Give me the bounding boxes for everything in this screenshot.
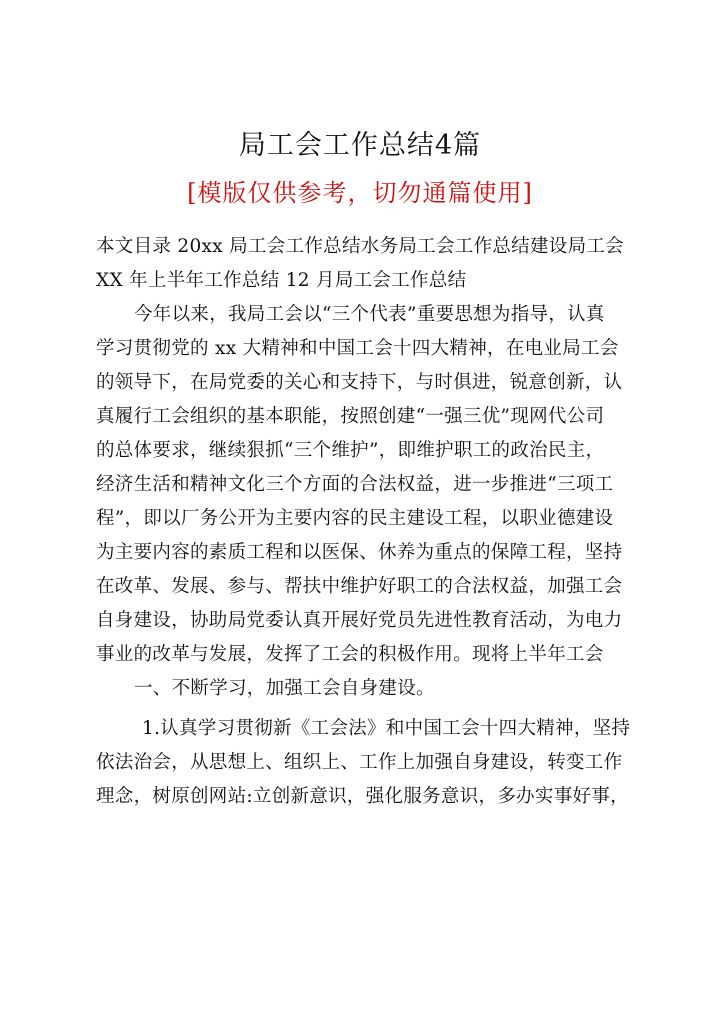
paragraph-line: 自身建设，协助局党委认真开展好党员先进性教育活动，为电力: [96, 610, 623, 631]
paragraph-line: 学习贯彻党的 xx 大精神和中国工会十四大精神，在电业局工会: [96, 338, 619, 359]
document-body: [96, 230, 636, 814]
paragraph-line: 事业的改革与发展，发挥了工会的积极作用。现将上半年工会: [96, 644, 604, 665]
paragraph-line: 的领导下，在局党委的关心和支持下，与时俱进，锐意创新，认: [96, 372, 623, 393]
template-notice: [模版仅供参考，切勿通篇使用]: [187, 179, 533, 207]
table-of-contents-line: 本文目录 20xx 局工会工作总结水务局工会工作总结建设局工会: [96, 236, 624, 257]
paragraph-line: 1.认真学习贯彻新《工会法》和中国工会十四大精神，坚持: [142, 718, 631, 739]
paragraph-line: 为主要内容的素质工程和以医保、休养为重点的保障工程，坚持: [96, 542, 623, 563]
paragraph-line: 真履行工会组织的基本职能，按照创建“一强三优”现网代公司: [96, 406, 605, 427]
document-title: 局工会工作总结4篇: [238, 130, 482, 161]
paragraph-line: 程”，即以厂务公开为主要内容的民主建设工程，以职业德建设: [96, 508, 614, 529]
paragraph-line: 依法治会，从思想上、组织上、工作上加强自身建设，转变工作: [96, 752, 623, 773]
paragraph-line: 今年以来，我局工会以“三个代表”重要思想为指导，认真: [134, 304, 605, 325]
paragraph-line: 在改革、发展、参与、帮扶中维护好职工的合法权益，加强工会: [96, 576, 623, 597]
section-heading: 一、不断学习，加强工会自身建设。: [134, 678, 435, 699]
paragraph-line: 理念，树原创网站:立创新意识，强化服务意识，多办实事好事，: [96, 786, 629, 807]
table-of-contents-line: XX 年上半年工作总结 12 月局工会工作总结: [96, 270, 467, 291]
paragraph-line: 经济生活和精神文化三个方面的合法权益，进一步推进“三项工: [96, 474, 614, 495]
paragraph-line: 的总体要求，继续狠抓“三个维护”，即维护职工的政治民主，: [96, 440, 605, 461]
